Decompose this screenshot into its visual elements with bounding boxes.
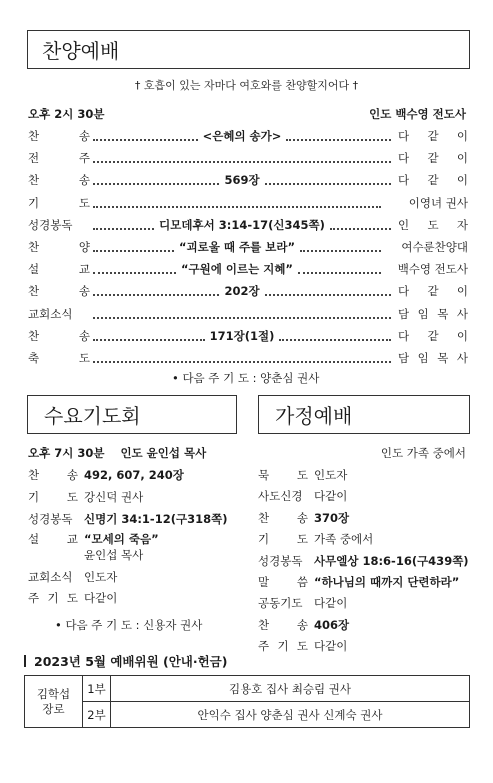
order-person: 담 임 목 사 — [398, 306, 468, 321]
dot-leader — [300, 250, 381, 252]
wednesday-news-row — [28, 569, 117, 585]
order-item: <은혜의 송가> — [202, 129, 282, 143]
family-row — [258, 510, 349, 526]
wednesday-closing: 다같이 — [84, 591, 118, 605]
wednesday-reading-row — [28, 511, 227, 527]
order-person: 인 도 자 — [398, 217, 468, 232]
ushers-title-row — [24, 652, 227, 670]
table-row — [25, 702, 470, 728]
wednesday-reading: 신명기 34:1-12(구318쪽) — [84, 512, 228, 526]
ushers-names: 김용호 집사 최승림 권사 — [111, 676, 470, 702]
family-row — [258, 467, 347, 483]
order-person: 다 같 이 — [398, 173, 468, 188]
family-value: 사무엘상 18:6-16(구439쪽) — [314, 553, 469, 568]
wednesday-closing-label: 주 기 도 — [28, 591, 78, 605]
order-label: 찬 송 — [28, 173, 90, 188]
wednesday-news-label: 교회소식 — [28, 570, 73, 584]
dot-leader — [93, 250, 174, 252]
ushers-group-role: 장로 — [42, 701, 65, 716]
dot-leader — [93, 183, 219, 185]
family-row — [258, 531, 373, 547]
order-row — [28, 237, 468, 257]
wednesday-prayer: 강신덕 권사 — [84, 490, 144, 504]
order-label: 찬 송 — [28, 328, 90, 343]
wednesday-hymn-row — [28, 467, 184, 483]
order-row — [28, 126, 468, 146]
order-label: 찬 송 — [28, 129, 90, 143]
wednesday-hymn: 492, 607, 240장 — [84, 468, 184, 482]
order-row — [28, 193, 468, 213]
dot-leader — [93, 317, 391, 319]
family-row — [258, 574, 459, 590]
ushers-names: 안익수 집사 양춘심 권사 신계숙 권사 — [111, 702, 470, 728]
family-value: 다같이 — [314, 489, 348, 504]
family-row — [258, 553, 469, 569]
ushers-group-name: 김학섭 — [36, 686, 71, 701]
family-title-box — [258, 395, 470, 434]
family-row — [258, 638, 347, 654]
wednesday-prayer-label: 기 도 — [28, 490, 78, 504]
family-label: 기 도 — [258, 532, 308, 547]
wednesday-leader: 인도 윤인섭 목사 — [120, 446, 207, 460]
order-label: 성경봉독 — [28, 217, 73, 232]
dot-leader — [265, 294, 391, 296]
order-item: 569장 — [224, 173, 260, 188]
order-row — [28, 170, 468, 190]
family-row — [258, 617, 349, 633]
family-label: 주 기 도 — [258, 639, 308, 654]
order-person: 담 임 목 사 — [398, 351, 468, 365]
order-row — [28, 348, 468, 368]
order-label: 축 도 — [28, 351, 90, 365]
order-label: 교회소식 — [28, 306, 73, 321]
order-row — [28, 304, 468, 324]
family-row — [258, 488, 347, 504]
family-value: 가족 중에서 — [314, 532, 374, 547]
main-service-subtitle: † 호흡이 있는 자마다 여호와를 찬양할지어다 † — [134, 79, 359, 92]
dot-leader — [93, 139, 198, 141]
main-service-title: 찬양예배 — [42, 39, 120, 63]
order-label: 기 도 — [28, 195, 90, 210]
family-label: 찬 송 — [258, 510, 308, 525]
dot-leader — [279, 339, 391, 341]
wednesday-time-row — [28, 445, 206, 461]
order-person: 다 같 이 — [398, 129, 468, 143]
wednesday-news: 인도자 — [84, 570, 118, 584]
order-item: 디모데후서 3:14-17(신345쪽) — [159, 217, 325, 232]
dot-leader — [93, 294, 219, 296]
dot-leader — [93, 161, 391, 163]
section-bar — [24, 655, 26, 667]
ushers-part: 1부 — [83, 676, 111, 702]
family-value: 406장 — [314, 617, 350, 632]
order-item: 171장(1절) — [209, 328, 275, 343]
ushers-part: 2부 — [83, 702, 111, 728]
dot-leader — [93, 339, 205, 341]
family-value: 다같이 — [314, 596, 348, 611]
order-person: 이영녀 권사 — [408, 195, 468, 210]
family-title: 가정예배 — [275, 404, 353, 428]
order-label: 설 교 — [28, 262, 90, 277]
family-label: 성경봉독 — [258, 553, 303, 568]
main-service-time: 오후 2시 30분 — [28, 107, 105, 121]
dot-leader — [265, 183, 391, 185]
wednesday-title: 수요기도회 — [44, 404, 141, 428]
table-row — [25, 676, 470, 702]
wednesday-prayer-row — [28, 489, 143, 505]
order-row — [28, 281, 468, 301]
family-leader: 인도 가족 중에서 — [380, 446, 466, 460]
order-person: 여수룬찬양대 — [401, 240, 468, 254]
wednesday-hymn-label: 찬 송 — [28, 468, 78, 482]
dot-leader — [93, 272, 176, 274]
wednesday-time: 오후 7시 30분 — [28, 446, 105, 460]
ushers-title: 2023년 5월 예배위원 (안내·헌금) — [34, 654, 228, 669]
dot-leader — [93, 361, 391, 363]
wednesday-sermon: “모세의 죽음” — [84, 532, 159, 546]
family-row — [258, 595, 347, 611]
family-value: “하나님의 때까지 단련하라” — [314, 575, 460, 589]
order-item: “괴로울 때 주를 보라” — [179, 240, 295, 254]
family-label: 공동기도 — [258, 596, 303, 611]
family-label: 말 씀 — [258, 575, 308, 589]
wednesday-title-box — [27, 395, 237, 434]
ushers-table — [24, 675, 470, 728]
wednesday-sermon-label: 설 교 — [28, 532, 78, 546]
dot-leader — [330, 228, 391, 230]
dot-leader — [93, 228, 154, 230]
main-service-leader: 인도 백수영 전도사 — [369, 107, 466, 121]
order-item: “구원에 이르는 지혜” — [181, 262, 293, 277]
order-label: 찬 양 — [28, 240, 90, 254]
family-value: 다같이 — [314, 639, 348, 654]
wednesday-reading-label: 성경봉독 — [28, 512, 73, 526]
order-label: 찬 송 — [28, 284, 90, 299]
wednesday-next-prayer: • 다음 주 기 도 : 신용자 권사 — [55, 618, 203, 632]
family-value: 인도자 — [314, 468, 348, 482]
order-row — [28, 326, 468, 346]
dot-leader — [298, 272, 381, 274]
order-person: 다 같 이 — [398, 151, 468, 166]
order-person: 백수영 전도사 — [397, 262, 468, 277]
order-row — [28, 259, 468, 279]
main-service-title-box — [27, 30, 470, 69]
family-value: 370장 — [314, 510, 350, 525]
family-label: 찬 송 — [258, 617, 308, 632]
order-person: 다 같 이 — [398, 284, 468, 299]
wednesday-closing-row — [28, 590, 117, 606]
main-next-prayer: • 다음 주 기 도 : 양춘심 권사 — [172, 371, 320, 385]
family-label: 묵 도 — [258, 468, 308, 482]
dot-leader — [93, 206, 381, 208]
wednesday-sermon-preacher: 윤인섭 목사 — [84, 548, 144, 562]
order-label: 전 주 — [28, 151, 90, 166]
order-row — [28, 215, 468, 235]
family-label: 사도신경 — [258, 489, 303, 504]
dot-leader — [286, 139, 391, 141]
order-row — [28, 148, 468, 168]
order-item: 202장 — [224, 284, 260, 299]
ushers-group-cell — [25, 676, 83, 728]
order-person: 다 같 이 — [398, 328, 468, 343]
wednesday-sermon-row — [28, 531, 159, 547]
